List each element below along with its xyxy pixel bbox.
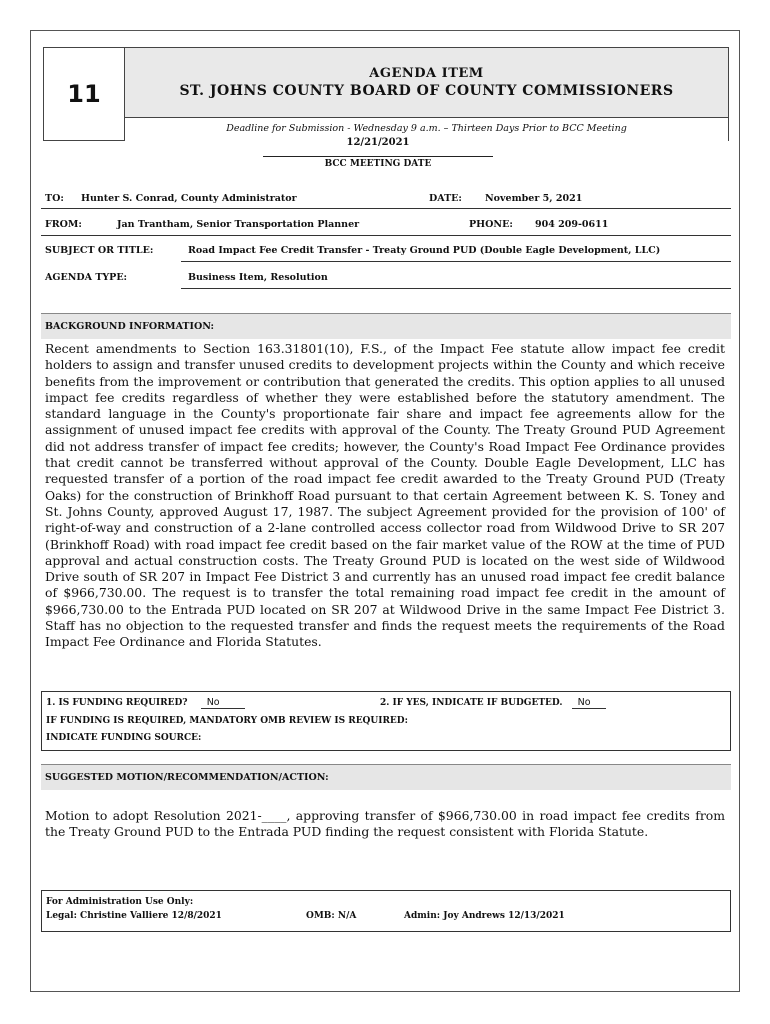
subject-label: SUBJECT OR TITLE:: [45, 245, 154, 256]
legal-signoff: Legal: Christine Valliere 12/8/2021: [46, 911, 222, 921]
from-value: Jan Trantham, Senior Transportation Planner: [117, 219, 360, 230]
phone-value: 904 209-0611: [535, 219, 609, 230]
submission-deadline: Deadline for Submission - Wednesday 9 a.m. – Thirteen Days Prior to BCC Meeting: [125, 117, 728, 141]
omb-signoff: OMB: N/A: [306, 911, 357, 921]
omb-review-line: IF FUNDING IS REQUIRED, MANDATORY OMB REVIEW IS REQUIRED:: [46, 716, 408, 726]
to-row-rule: [41, 208, 731, 209]
funding-source-line: INDICATE FUNDING SOURCE:: [46, 733, 202, 743]
admin-use-box: [41, 890, 731, 932]
motion-heading: SUGGESTED MOTION/RECOMMENDATION/ACTION:: [41, 764, 731, 790]
funding-required-question: [46, 697, 245, 709]
budgeted-answer: No: [572, 697, 606, 709]
admin-use-heading: For Administration Use Only:: [46, 897, 194, 907]
agenda-item-number: 11: [44, 48, 125, 140]
from-label: FROM:: [45, 219, 82, 230]
budgeted-question: [380, 697, 606, 709]
date-value: November 5, 2021: [485, 193, 583, 204]
to-value: Hunter S. Conrad, County Administrator: [81, 193, 297, 204]
funding-required-label: 1. IS FUNDING REQUIRED?: [46, 698, 188, 708]
date-label: DATE:: [429, 193, 462, 204]
budgeted-label: 2. IF YES, INDICATE IF BUDGETED.: [380, 698, 563, 708]
funding-required-answer: No: [201, 697, 245, 709]
admin-signoff: Admin: Joy Andrews 12/13/2021: [404, 911, 565, 921]
agenda-page: [30, 30, 740, 992]
agenda-type-rule: [181, 288, 731, 289]
to-label: TO:: [45, 193, 64, 204]
agenda-header: [43, 47, 729, 141]
header-titles: [125, 48, 728, 117]
agenda-type-value: Business Item, Resolution: [188, 272, 328, 283]
header-title-line1: AGENDA ITEM: [369, 66, 484, 81]
meeting-date-rule: [263, 156, 493, 157]
from-row-rule: [41, 235, 731, 236]
motion-text: Motion to adopt Resolution 2021-____, approving transfer of $966,730.00 in road impact fee credits from the Treaty Ground PUD to the Entrada PUD finding the request consistent with Florida Statute.: [45, 808, 725, 840]
subject-row-rule: [181, 261, 731, 262]
phone-label: PHONE:: [469, 219, 513, 230]
background-heading: BACKGROUND INFORMATION:: [41, 313, 731, 339]
funding-box: [41, 691, 731, 751]
agenda-type-label: AGENDA TYPE:: [45, 272, 128, 283]
bcc-meeting-date: 12/21/2021: [346, 137, 410, 148]
subject-value: Road Impact Fee Credit Transfer - Treaty Ground PUD (Double Eagle Development, LLC): [188, 245, 661, 256]
bcc-meeting-date-label: BCC MEETING DATE: [324, 159, 432, 169]
header-title-line2: ST. JOHNS COUNTY BOARD OF COUNTY COMMISSIONERS: [179, 83, 674, 99]
background-text: Recent amendments to Section 163.31801(10), F.S., of the Impact Fee statute allow impact fee credit holders to assign and transfer unused credits to development projects within the County and which receive benefits from the improvement or contribution that generated the credits. This option applies to all unused impact fee credits regardless of whether they were established before the statutory amendment. The standard language in the County's proportionate fair share and impact fee agreements allow for the assignment of unused impact fee credits with approval of the County. The Treaty Ground PUD Agreement did not address transfer of impact fee credits; however, the County's Road Impact Fee Ordinance provides that credit cannot be transferred without approval of the County. Double Eagle Development, LLC has requested transfer of a portion of the road impact fee credit awarded to the Treaty Ground PUD (Treaty Oaks) for the construction of Brinkhoff Road pursuant to that certain Agreement between K. S. Toney and St. Johns County, approved August 17, 1987. The subject Agreement provided for the provision of 100' of right-of-way and construction of a 2-lane controlled access collector road from Wildwood Drive to SR 207 (Brinkhoff Road) with road impact fee credit based on the fair market value of the ROW at the time of PUD approval and actual construction costs. The Treaty Ground PUD is located on the west side of Wildwood Drive south of SR 207 in Impact Fee District 3 and currently has an unused road impact fee credit balance of $966,730.00. The request is to transfer the total remaining road impact fee credit in the amount of $966,730.00 to the Entrada PUD located on SR 207 at Wildwood Drive in the same Impact Fee District 3. Staff has no objection to the requested transfer and finds the request meets the requirements of the Road Impact Fee Ordinance and Florida Statutes.: [45, 341, 725, 650]
